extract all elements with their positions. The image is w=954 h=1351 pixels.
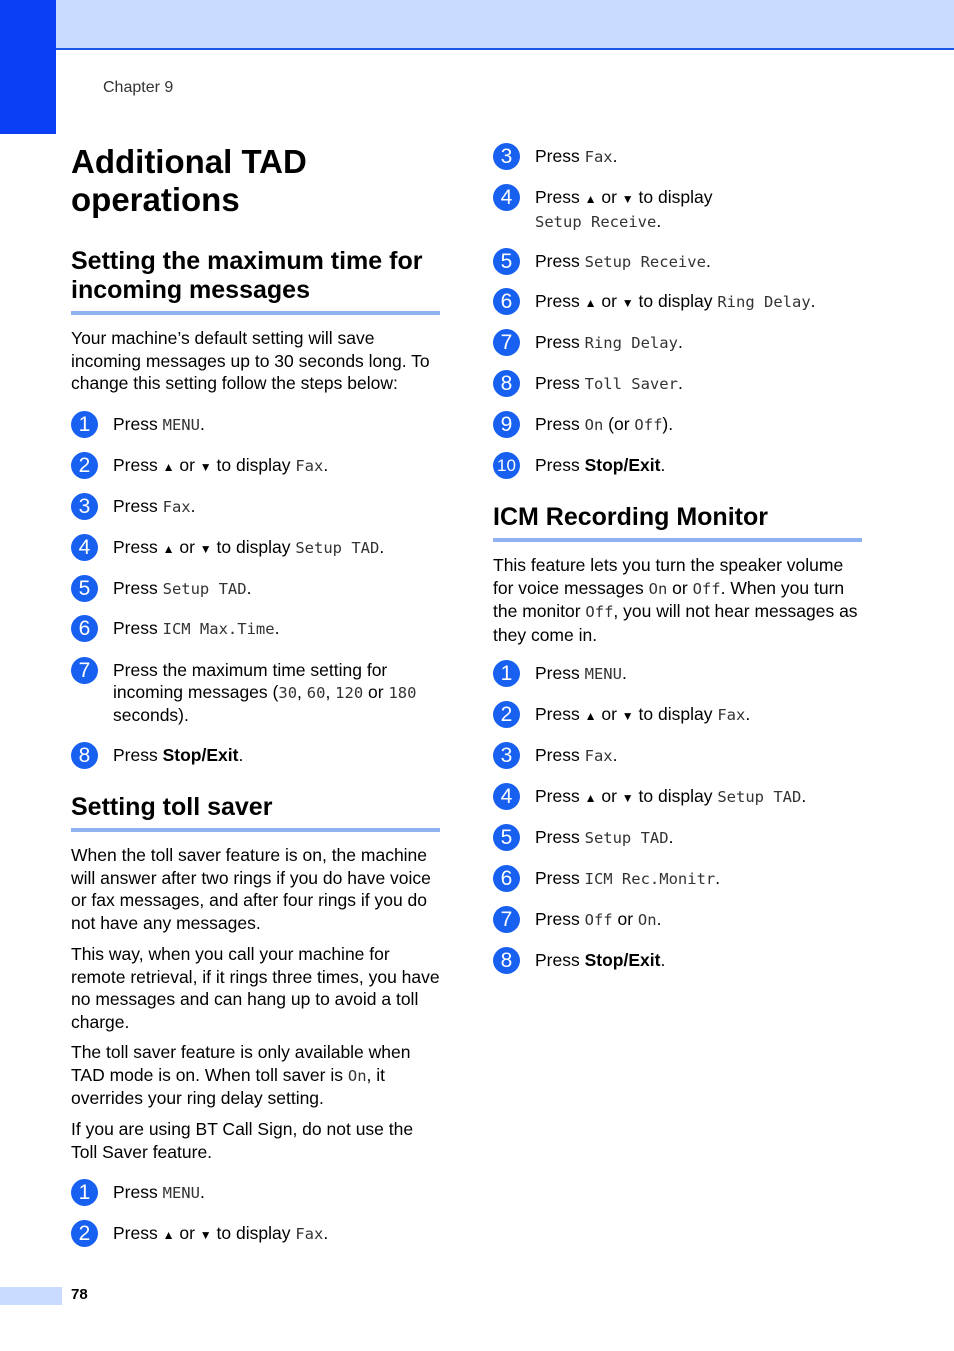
step-text: Press MENU. — [535, 663, 627, 683]
step-number-2: 2 — [71, 1220, 98, 1247]
toll-paragraph-2: This way, when you call your machine for remote retrieval, if it rings three times, you have no messages and can hang up to avoid a toll charge. — [71, 944, 440, 1032]
step-number-8: 8 — [493, 370, 520, 397]
section-heading-icm-monitor: ICM Recording Monitor — [493, 503, 862, 542]
step-text: Press ▲ or ▼ to display Setup TAD. — [113, 537, 385, 557]
step-text: Press ICM Rec.Monitr. — [535, 868, 721, 888]
up-arrow-icon: ▲ — [162, 1228, 175, 1242]
step-text: Press ▲ or ▼ to display Fax. — [113, 455, 329, 475]
step-number-10: 10 — [493, 452, 520, 479]
down-arrow-icon: ▼ — [621, 192, 634, 206]
down-arrow-icon: ▼ — [621, 791, 634, 805]
step-number-1: 1 — [71, 411, 98, 438]
step-number-5: 5 — [493, 248, 520, 275]
step-number-3: 3 — [71, 493, 98, 520]
step-number-1: 1 — [71, 1179, 98, 1206]
page-number-bar — [0, 1287, 62, 1305]
toll-paragraph-1: When the toll saver feature is on, the machine will answer after two rings if you do have voice or fax messages, and after four rings if you do not have any messages. — [71, 845, 431, 933]
step-number-3: 3 — [493, 742, 520, 769]
step-text: Press Off or On. — [535, 909, 662, 929]
step-text: Press Ring Delay. — [535, 332, 683, 352]
step-number-6: 6 — [71, 615, 98, 642]
page-title: Additional TAD operations — [71, 143, 307, 218]
step-text: Press ▲ or ▼ to display Setup TAD. — [535, 786, 807, 806]
step-text: Press Fax. — [113, 496, 196, 516]
down-arrow-icon: ▼ — [199, 1228, 212, 1242]
step-text: Press ▲ or ▼ to display Setup Receive. — [535, 187, 713, 231]
down-arrow-icon: ▼ — [199, 542, 212, 556]
top-header-bar — [56, 0, 954, 50]
step-number-8: 8 — [71, 742, 98, 769]
toll-paragraph-3: The toll saver feature is only available when TAD mode is on. When toll saver is On, it overrides your ring delay setting. — [71, 1042, 411, 1108]
max-time-intro: Your machine’s default setting will save incoming messages up to 30 seconds long. To change this setting follow the steps below: — [71, 328, 430, 393]
step-number-7: 7 — [71, 657, 98, 684]
down-arrow-icon: ▼ — [199, 460, 212, 474]
step-number-7: 7 — [493, 906, 520, 933]
up-arrow-icon: ▲ — [162, 542, 175, 556]
step-text: Press Toll Saver. — [535, 373, 683, 393]
step-number-1: 1 — [493, 660, 520, 687]
step-text: Press ICM Max.Time. — [113, 618, 280, 638]
step-number-4: 4 — [71, 534, 98, 561]
up-arrow-icon: ▲ — [584, 709, 597, 723]
down-arrow-icon: ▼ — [621, 709, 634, 723]
toll-paragraph-4: If you are using BT Call Sign, do not use the Toll Saver feature. — [71, 1119, 414, 1162]
step-text: Press Setup TAD. — [113, 578, 252, 598]
step-number-2: 2 — [71, 452, 98, 479]
step-text: Press ▲ or ▼ to display Fax. — [113, 1223, 329, 1243]
step-number-8: 8 — [493, 947, 520, 974]
step-number-3: 3 — [493, 143, 520, 170]
step-number-7: 7 — [493, 329, 520, 356]
icm-paragraph: This feature lets you turn the speaker volume for voice messages On or Off. When you turn the monitor Off, you will not hear messages as they come in. — [493, 555, 858, 645]
page-number: 78 — [71, 1286, 88, 1303]
step-number-9: 9 — [493, 411, 520, 438]
step-text: Press Fax. — [535, 146, 618, 166]
up-arrow-icon: ▲ — [584, 296, 597, 310]
step-text: Press ▲ or ▼ to display Ring Delay. — [535, 291, 816, 311]
step-number-4: 4 — [493, 184, 520, 211]
section-heading-max-time: Setting the maximum time for incoming messages — [71, 247, 440, 315]
step-text: Press Stop/Exit. — [113, 745, 244, 765]
step-text: Press MENU. — [113, 1182, 205, 1202]
up-arrow-icon: ▲ — [162, 460, 175, 474]
step-text: Press Stop/Exit. — [535, 950, 666, 970]
section-heading-toll-saver: Setting toll saver — [71, 793, 440, 832]
step-text: Press MENU. — [113, 414, 205, 434]
step-text: Press On (or Off). — [535, 414, 674, 434]
up-arrow-icon: ▲ — [584, 192, 597, 206]
step-number-6: 6 — [493, 865, 520, 892]
down-arrow-icon: ▼ — [621, 296, 634, 310]
step-text: Press ▲ or ▼ to display Fax. — [535, 704, 751, 724]
chapter-tab-marker — [0, 0, 56, 134]
step-text: Press Setup TAD. — [535, 827, 674, 847]
step-text: Press the maximum time setting for incoming messages (30, 60, 120 or 180 seconds). — [113, 660, 417, 725]
step-number-6: 6 — [493, 288, 520, 315]
step-number-4: 4 — [493, 783, 520, 810]
step-text: Press Fax. — [535, 745, 618, 765]
chapter-label: Chapter 9 — [103, 79, 174, 96]
step-number-5: 5 — [71, 575, 98, 602]
up-arrow-icon: ▲ — [584, 791, 597, 805]
step-text: Press Setup Receive. — [535, 251, 711, 271]
step-text: Press Stop/Exit. — [535, 455, 666, 475]
step-number-2: 2 — [493, 701, 520, 728]
step-number-5: 5 — [493, 824, 520, 851]
